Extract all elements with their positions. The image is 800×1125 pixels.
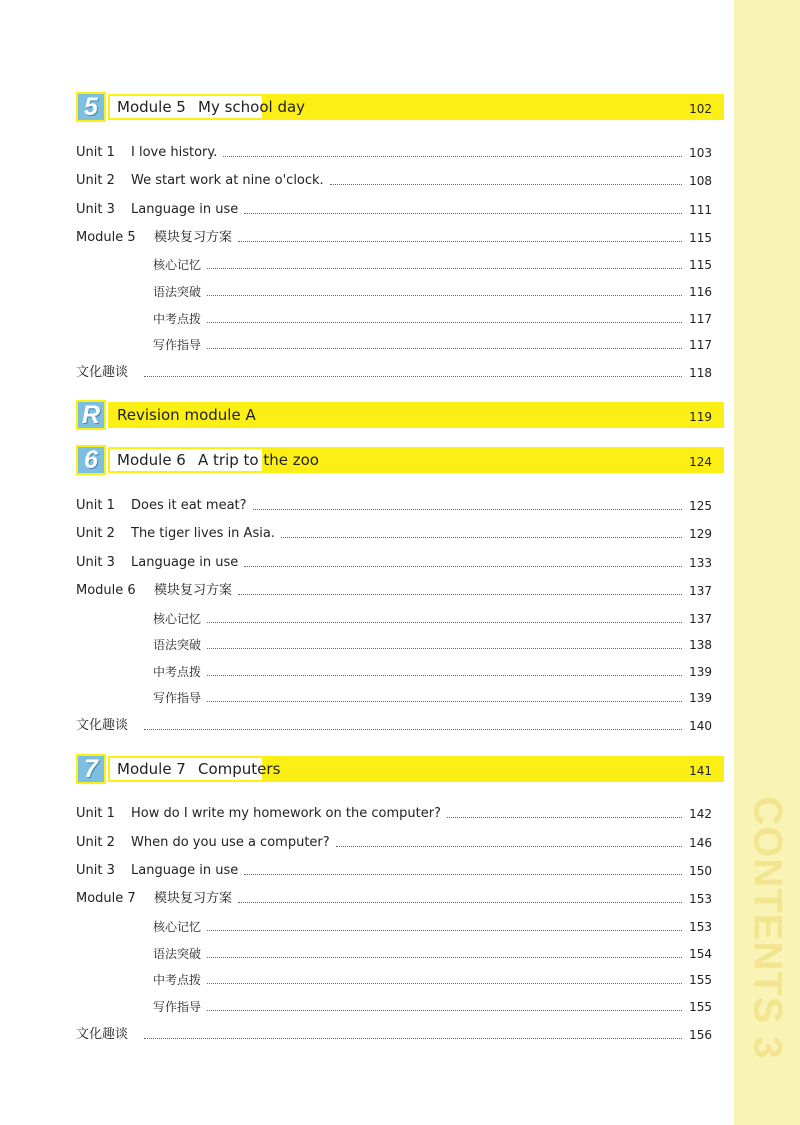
toc-entry[interactable]: 文化趣谈 140 [76,718,712,733]
toc-entry[interactable]: 文化趣谈 118 [76,365,712,380]
dot-leader [223,156,682,157]
module-page: 119 [689,410,712,424]
dot-leader [336,846,682,847]
module-title: Computers [198,760,281,778]
module-title: A trip to the zoo [198,451,319,469]
toc-entry[interactable]: Unit 1 I love history. 103 [76,145,712,160]
module-badge: 6 [76,445,106,475]
dot-leader [207,268,682,269]
module-label: Module 6 [117,451,186,469]
module-badge: 7 [76,754,106,784]
toc-entry[interactable]: Unit 3 Language in use 133 [76,555,712,570]
dot-leader [238,902,682,903]
toc-entry[interactable]: Module 7 模块复习方案 153 [76,891,712,906]
contents-side-label: CONTENTS 3 [745,796,790,1060]
toc-subentry[interactable]: 语法突破 116 [153,285,712,299]
dot-leader [207,983,682,984]
toc-entry[interactable]: Unit 3 Language in use 111 [76,202,712,217]
dot-leader [244,566,682,567]
toc-subentry[interactable]: 中考点拨 139 [153,665,712,679]
toc-entry[interactable]: Module 5 模块复习方案 115 [76,230,712,245]
revision-module-header[interactable] [76,400,724,430]
dot-leader [207,622,682,623]
dot-leader [207,930,682,931]
dot-leader [238,594,682,595]
toc-subentry[interactable]: 写作指导 139 [153,691,712,705]
toc-subentry[interactable]: 核心记忆 137 [153,612,712,626]
module-page: 124 [689,455,712,469]
dot-leader [144,376,682,377]
dot-leader [207,957,682,958]
dot-leader [244,874,682,875]
dot-leader [281,537,682,538]
toc-subentry[interactable]: 核心记忆 153 [153,920,712,934]
toc-subentry[interactable]: 中考点拨 117 [153,312,712,326]
dot-leader [253,509,682,510]
dot-leader [244,213,682,214]
dot-leader [207,675,682,676]
toc-entry[interactable]: Unit 1 Does it eat meat? 125 [76,498,712,513]
toc-entry[interactable]: Unit 1 How do I write my homework on the computer? 142 [76,806,712,821]
toc-subentry[interactable]: 语法突破 138 [153,638,712,652]
module-title: Revision module A [117,406,256,424]
toc-subentry[interactable]: 中考点拨 155 [153,973,712,987]
dot-leader [207,322,682,323]
dot-leader [447,817,682,818]
toc-entry[interactable]: Unit 3 Language in use 150 [76,863,712,878]
dot-leader [207,295,682,296]
dot-leader [144,729,682,730]
dot-leader [238,241,682,242]
module-5-header[interactable] [76,92,724,122]
toc-entry[interactable]: Unit 2 When do you use a computer? 146 [76,835,712,850]
module-page: 141 [689,764,712,778]
dot-leader [207,1010,682,1011]
dot-leader [207,348,682,349]
module-label: Module 7 [117,760,186,778]
toc-subentry[interactable]: 写作指导 155 [153,1000,712,1014]
toc-entry[interactable]: Module 6 模块复习方案 137 [76,583,712,598]
module-7-header[interactable] [76,754,724,784]
dot-leader [330,184,682,185]
revision-badge: R [76,400,106,430]
dot-leader [207,648,682,649]
dot-leader [144,1038,682,1039]
module-label: Module 5 [117,98,186,116]
toc-entry[interactable]: 文化趣谈 156 [76,1027,712,1042]
module-badge: 5 [76,92,106,122]
toc-entry[interactable]: Unit 2 We start work at nine o'clock. 108 [76,173,712,188]
module-page: 102 [689,102,712,116]
module-6-header[interactable] [76,445,724,475]
toc-entry[interactable]: Unit 2 The tiger lives in Asia. 129 [76,526,712,541]
toc-subentry[interactable]: 语法突破 154 [153,947,712,961]
module-title: My school day [198,98,306,116]
dot-leader [207,701,682,702]
toc-subentry[interactable]: 写作指导 117 [153,338,712,352]
toc-subentry[interactable]: 核心记忆 115 [153,258,712,272]
